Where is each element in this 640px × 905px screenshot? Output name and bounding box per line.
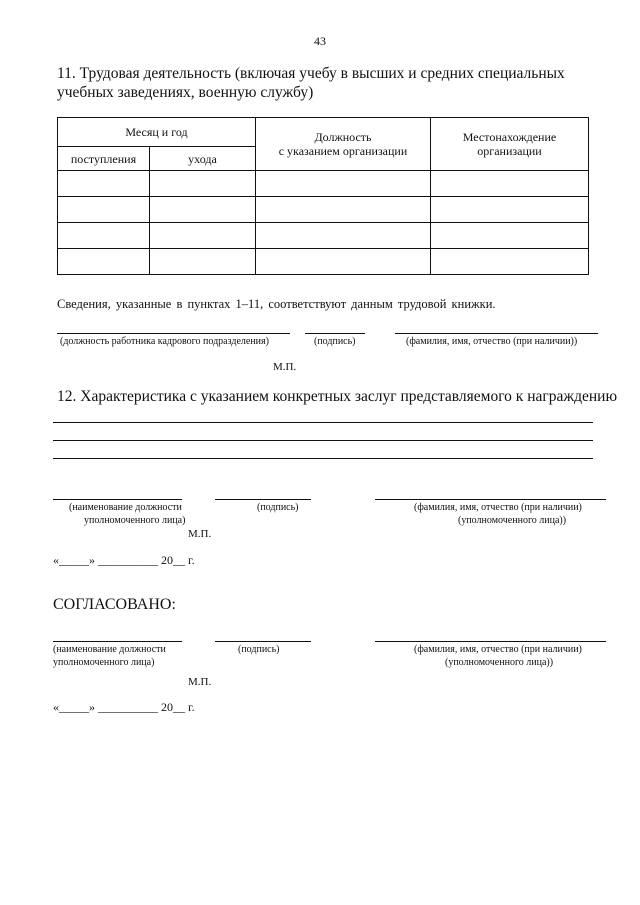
signature-line[interactable] (215, 641, 311, 642)
confirmation-text: Сведения, указанные в пунктах 1–11, соответствуют данным трудовой книжки. (57, 297, 496, 311)
table-row (58, 197, 589, 223)
date-line[interactable]: «_____» __________ 20__ г. (53, 700, 195, 714)
caption-position-line2: уполномоченного лица) (84, 515, 186, 526)
name-signature-line[interactable] (375, 641, 606, 642)
header-location-line1: Местонахождение (462, 130, 557, 144)
caption-position-line1: (наименование должности (69, 502, 182, 513)
table-cell[interactable] (150, 197, 256, 223)
header-exit: ухода (150, 147, 256, 171)
table-cell[interactable] (256, 197, 431, 223)
caption-name-line2: (уполномоченного лица)) (445, 657, 554, 668)
table-cell[interactable] (256, 249, 431, 275)
date-line[interactable]: «_____» __________ 20__ г. (53, 553, 195, 567)
table-cell[interactable] (431, 249, 589, 275)
header-position-line2: с указанием организации (278, 144, 408, 158)
table-row (58, 249, 589, 275)
name-signature-line[interactable] (375, 499, 606, 500)
table-cell[interactable] (431, 197, 589, 223)
agreed-title: СОГЛАСОВАНО: (53, 596, 176, 613)
caption-signature: (подпись) (257, 502, 299, 513)
table-row (58, 171, 589, 197)
table-cell[interactable] (431, 171, 589, 197)
table-cell[interactable] (58, 223, 150, 249)
position-signature-line[interactable] (57, 333, 290, 334)
header-entry: поступления (58, 147, 150, 171)
table-cell[interactable] (58, 249, 150, 275)
caption-signature: (подпись) (314, 336, 356, 347)
caption-name-line1: (фамилия, имя, отчество (при наличии) (414, 644, 582, 655)
table-cell[interactable] (256, 223, 431, 249)
signature-line[interactable] (305, 333, 365, 334)
header-location-line2: организации (477, 144, 542, 158)
caption-hr-position: (должность работника кадрового подразделения) (60, 336, 269, 347)
header-position-line1: Должность (314, 130, 372, 144)
section-12-title: 12. Характеристика с указанием конкретных заслуг представляемого к награждению (57, 388, 618, 405)
page-number: 43 (314, 34, 326, 48)
stamp-place: М.П. (188, 528, 212, 540)
employment-table (57, 117, 589, 275)
characteristic-line[interactable] (53, 422, 593, 423)
table-cell[interactable] (150, 171, 256, 197)
caption-position-line1: (наименование должности (53, 644, 166, 655)
characteristic-line[interactable] (53, 440, 593, 441)
position-signature-line[interactable] (53, 499, 182, 500)
name-signature-line[interactable] (395, 333, 598, 334)
signature-line[interactable] (215, 499, 311, 500)
table-cell[interactable] (431, 223, 589, 249)
section-11-title: 11. Трудовая деятельность (включая учебу в высших и средних специальных учебных заведениях, военную службу) (57, 65, 565, 101)
caption-position-line2: уполномоченного лица) (53, 657, 155, 668)
header-location (431, 118, 589, 171)
caption-name-line2: (уполномоченного лица)) (458, 515, 567, 526)
header-position (256, 118, 431, 171)
stamp-place: М.П. (273, 361, 297, 373)
position-signature-line[interactable] (53, 641, 182, 642)
table-cell[interactable] (150, 249, 256, 275)
caption-name-line1: (фамилия, имя, отчество (при наличии) (414, 502, 582, 513)
caption-full-name: (фамилия, имя, отчество (при наличии)) (406, 336, 578, 347)
characteristic-line[interactable] (53, 458, 593, 459)
table-cell[interactable] (150, 223, 256, 249)
table-cell[interactable] (256, 171, 431, 197)
header-month-year: Месяц и год (58, 118, 256, 147)
table-cell[interactable] (58, 171, 150, 197)
caption-signature: (подпись) (238, 644, 280, 655)
stamp-place: М.П. (188, 676, 212, 688)
table-cell[interactable] (58, 197, 150, 223)
table-row (58, 223, 589, 249)
